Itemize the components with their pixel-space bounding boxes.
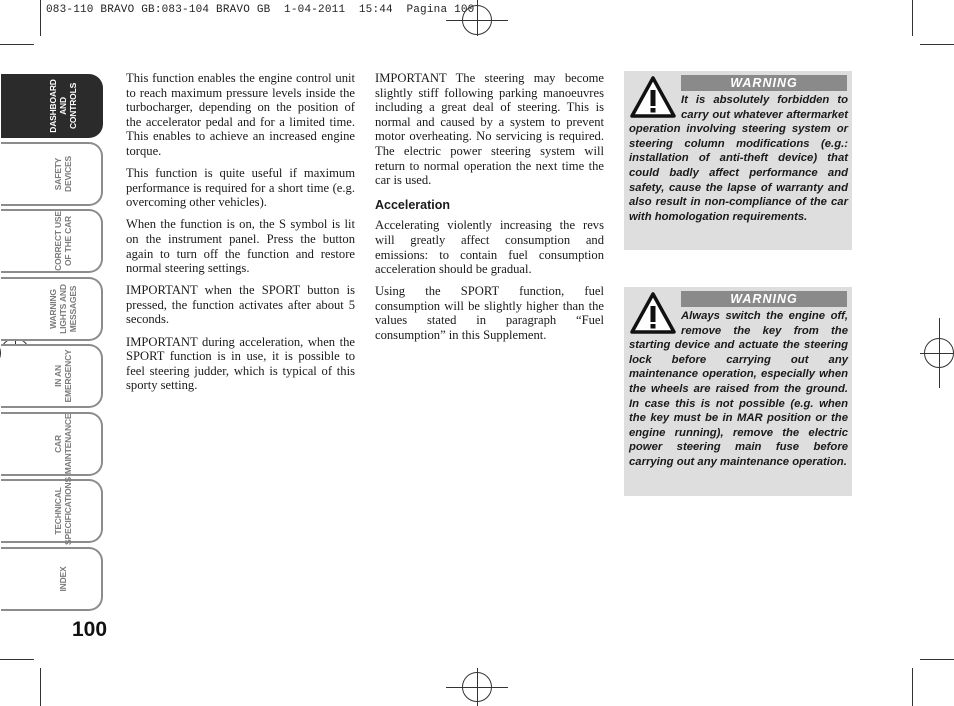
tab-technical-specifications[interactable] bbox=[1, 479, 103, 543]
text-column-2 bbox=[375, 71, 604, 350]
warning-box bbox=[624, 71, 852, 250]
crop-mark bbox=[912, 668, 913, 706]
tab-index[interactable] bbox=[1, 547, 103, 611]
tab-correct-use-of-the-car[interactable] bbox=[1, 209, 103, 273]
crop-mark bbox=[40, 668, 41, 706]
page-number: 100 bbox=[72, 618, 108, 641]
tab-label: TECHNICAL SPECIFICATIONS bbox=[53, 477, 73, 545]
warning-box bbox=[624, 287, 852, 496]
crop-mark bbox=[920, 44, 954, 45]
tab-label: INDEX bbox=[58, 566, 68, 592]
paragraph: Using the SPORT function, fuel consumption will be slightly higher than the values stated in paragraph “Fuel consumption” in this Supplement. bbox=[375, 284, 604, 342]
tab-in-an-emergency[interactable] bbox=[1, 344, 103, 408]
warning-title: WARNING bbox=[681, 291, 847, 307]
crop-mark bbox=[912, 0, 913, 36]
paragraph: IMPORTANT when the SPORT button is pressed, the function activates after about 5 seconds. bbox=[126, 283, 355, 327]
tab-label: IN AN EMERGENCY bbox=[53, 349, 73, 403]
tab-label: DASHBOARD AND CONTROLS bbox=[48, 79, 78, 133]
tab-label: CORRECT USE OF THE CAR bbox=[53, 211, 73, 271]
crop-mark bbox=[920, 659, 954, 660]
warning-triangle-icon bbox=[629, 75, 677, 119]
print-header: 083-110 BRAVO GB:083-104 BRAVO GB 1-04-2011 15:44 Pagina 100 bbox=[46, 4, 475, 16]
text-column-1 bbox=[126, 71, 355, 400]
tab-dashboard-and-controls[interactable] bbox=[1, 74, 103, 138]
crop-mark bbox=[0, 44, 34, 45]
warning-text: It is absolutely forbidden to carry out whatever aftermarket operation involving steering system or steering column modifications (e.g.: installation of anti-theft device) that could badly affect performance and safety, cause the lapse of warranty and also result in non-compliance of the car with homologation requirements. bbox=[629, 94, 848, 223]
tab-safety-devices[interactable] bbox=[1, 142, 103, 206]
section-heading: Acceleration bbox=[375, 197, 451, 212]
crop-mark bbox=[0, 659, 34, 660]
crop-mark bbox=[40, 0, 41, 36]
warning-text: Always switch the engine off, remove the key from the starting device and actuate the steering lock before carrying out any maintenance operation, especially when the wheels are raised from the ground. In case this is not possible (e.g. when the key must be in MAR position or the engine running), remove the electric power steering main fuse before carrying out any maintenance operation. bbox=[629, 310, 848, 468]
paragraph: IMPORTANT The steering may become slightly stiff following parking manoeuvres including a great deal of steering. This is normal and caused by a system to prevent motor overheating. No servicing is required. The electric power steering system will return to normal operation the next time the car is used. bbox=[375, 71, 604, 188]
paragraph: This function is quite useful if maximum performance is required for a short time (e.g. overcoming other vehicles). bbox=[126, 166, 355, 210]
tab-label: SAFETY DEVICES bbox=[53, 156, 73, 192]
warning-title: WARNING bbox=[681, 75, 847, 91]
tab-label: CAR MAINTENANCE bbox=[53, 413, 73, 475]
warning-triangle-icon bbox=[629, 291, 677, 335]
tab-car-maintenance[interactable] bbox=[1, 412, 103, 476]
tab-warning-lights-and-messages[interactable] bbox=[1, 277, 103, 341]
tab-label: WARNING LIGHTS AND MESSAGES bbox=[48, 284, 78, 334]
paragraph: This function enables the engine control unit to reach maximum pressure levels inside the turbocharger, depending on the position of the accelerator pedal and for a limited time. This enables to achieve an increased engine torque. bbox=[126, 71, 355, 158]
paragraph: When the function is on, the S symbol is lit on the instrument panel. Press the button again to turn off the function and restore normal steering settings. bbox=[126, 217, 355, 276]
paragraph: IMPORTANT during acceleration, when the SPORT function is in use, it is possible to feel steering judder, which is typical of this sporty setting. bbox=[126, 334, 355, 393]
paragraph: Accelerating violently increasing the revs will greatly affect consumption and emissions: to contain fuel consumption acceleration should be gradual. bbox=[375, 218, 604, 277]
